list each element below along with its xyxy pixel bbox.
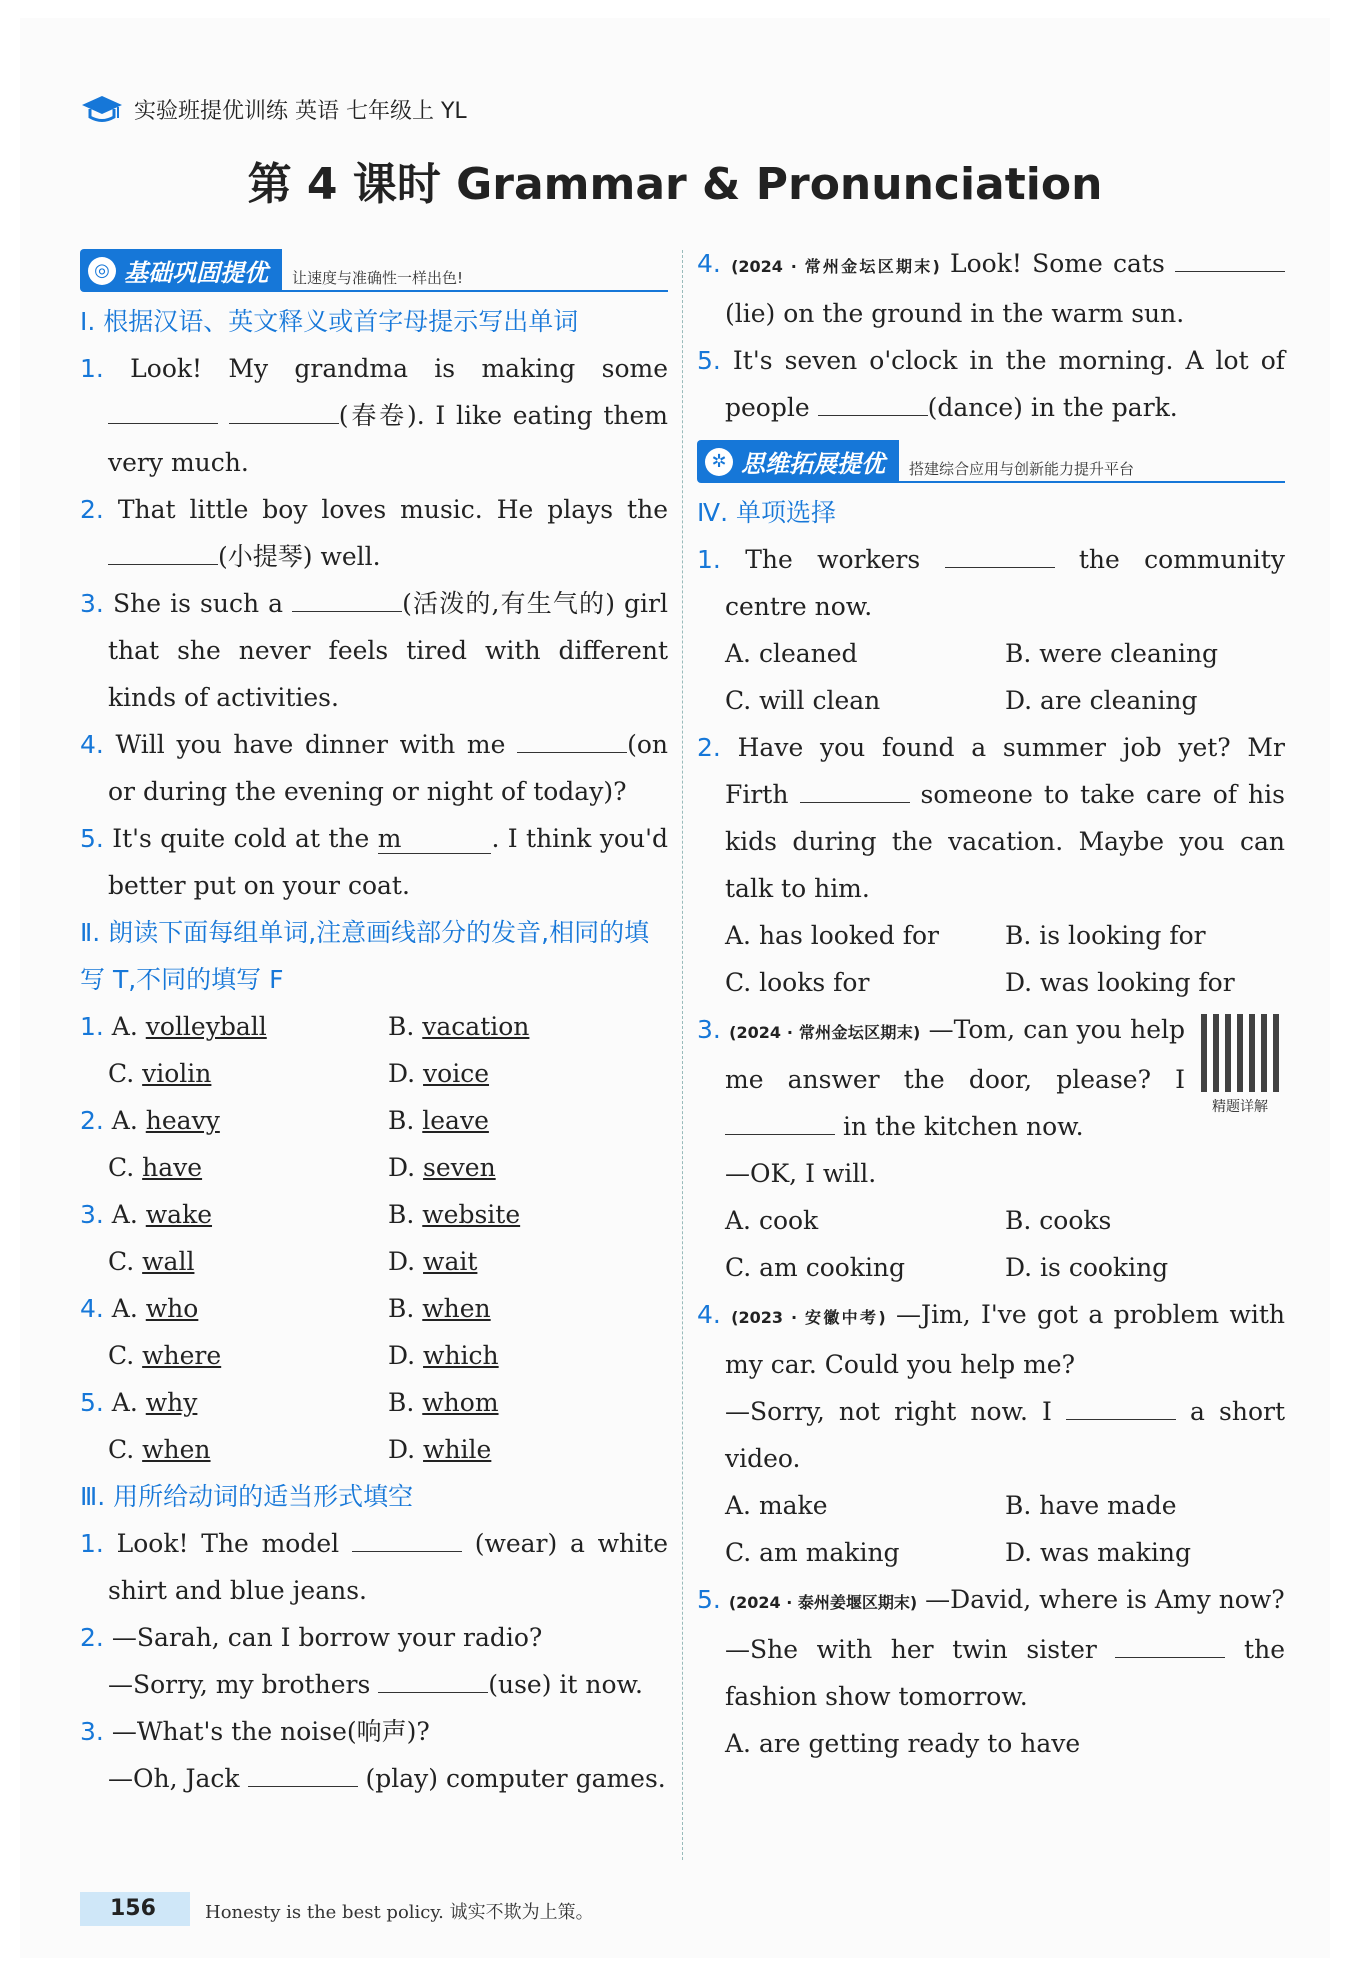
mc-question-5: 5. (2024 · 泰州姜堰区期末) —David, where is Amy now? —She with her twin sister the fashion show tomorrow. A. are getting ready to have [697,1576,1285,1767]
section-2-title: Ⅱ. 朗读下面每组单词,注意画线部分的发音,相同的填写 T,不同的填写 F [80,918,650,994]
section-3-title: Ⅲ. 用所给动词的适当形式填空 [80,1482,414,1511]
section-4-title: Ⅳ. 单项选择 [697,498,836,527]
page-title: 第 4 课时 Grammar & Pronunciation [247,159,1103,210]
option-c[interactable]: C. am making [725,1538,900,1567]
qr-code-box[interactable] [1195,1014,1285,1116]
qr-label: 精题详解 [1212,1099,1268,1115]
footer [20,1890,1330,1940]
option-d[interactable]: D. was making [1005,1538,1191,1567]
option-a[interactable]: A. are getting ready to have [725,1729,1081,1758]
left-column [80,240,668,1802]
answer-blank[interactable] [818,395,928,416]
s3-question-1: 1. Look! The model (wear) a white shirt and blue jeans. [80,1529,668,1605]
option-d[interactable]: D. was looking for [1005,968,1235,997]
answer-blank[interactable] [1066,1399,1176,1420]
answer-blank[interactable]: m [378,824,492,854]
right-column [697,240,1285,1767]
footer-motto: Honesty is the best policy. 诚实不欺为上策。 [205,1902,594,1923]
option-c[interactable]: C. looks for [725,968,870,997]
section-1-title: Ⅰ. 根据汉语、英文释义或首字母提示写出单词 [80,307,579,336]
extension-banner [697,441,1285,483]
answer-blank[interactable] [248,1766,358,1787]
mc-question-4: 4. (2023 · 安徽中考) —Jim, I've got a problem with my car. Could you help me? —Sorry, not right now. I a short video. A. make B. have made C. am making D. was making [697,1291,1285,1576]
answer-blank[interactable] [725,1114,835,1135]
answer-blank[interactable] [1115,1637,1225,1658]
answer-blank[interactable] [292,591,402,612]
option-b[interactable]: B. have made [1005,1491,1177,1520]
basic-banner-subtitle: 让速度与准确性一样出色! [282,267,668,292]
source-tag: (2023 · 安徽中考) [731,1308,886,1327]
s3-question-2: 2. —Sarah, can I borrow your radio? —Sorry, my brothers (use) it now. [80,1623,643,1699]
pronunciation-group-1: 1. A. volleyball B. vacation C. violin D. voice [80,1012,530,1088]
s3-question-5: 5. It's seven o'clock in the morning. A lot of people (dance) in the park. [697,346,1285,422]
s3-question-3: 3. —What's the noise(响声)? —Oh, Jack (play) computer games. [80,1717,666,1793]
column-divider [682,250,683,1860]
basic-banner-title: ◎ 基础巩固提优 [80,249,282,292]
s1-question-5: 5. It's quite cold at the m . I think you'd better put on your coat. [80,824,668,900]
basic-banner [80,250,668,292]
option-d[interactable]: D. is cooking [1005,1253,1169,1282]
option-b[interactable]: B. cooks [1005,1206,1112,1235]
option-a[interactable]: A. cook [725,1206,819,1235]
answer-blank[interactable] [108,544,218,565]
option-b[interactable]: B. is looking for [1005,921,1206,950]
option-d[interactable]: D. are cleaning [1005,686,1198,715]
series-header [80,92,467,126]
answer-blank[interactable] [945,547,1055,568]
source-tag: (2024 · 常州金坛区期末) [731,257,940,276]
answer-blank[interactable] [229,403,339,424]
atom-icon: ✲ [705,448,733,476]
answer-blank[interactable] [1175,251,1285,272]
pronunciation-group-3: 3. A. wake B. website C. wall D. wait [80,1200,521,1276]
pronunciation-group-2: 2. A. heavy B. leave C. have D. seven [80,1106,496,1182]
answer-blank[interactable] [352,1531,462,1552]
series-title: 实验班提优训练 英语 七年级上 YL [134,98,467,124]
answer-blank[interactable] [108,403,218,424]
page-number: 156 [80,1892,190,1926]
s1-question-2: 2. That little boy loves music. He plays the (小提琴) well. [80,495,668,571]
pronunciation-group-5: 5. A. why B. whom C. when D. while [80,1388,499,1464]
target-icon: ◎ [88,257,116,285]
answer-blank[interactable] [517,732,627,753]
pronunciation-group-4: 4. A. who B. when C. where D. which [80,1294,499,1370]
option-a[interactable]: A. has looked for [725,921,939,950]
mc-question-2: 2. Have you found a summer job yet? Mr Firth someone to take care of his kids during the vacation. Maybe you can talk to him. A. has looked for B. is looking for C. looks for D. was looking for [697,724,1285,1006]
s1-question-3: 3. She is such a (活泼的,有生气的) girl that she never feels tired with different kinds of activities. [80,589,668,712]
mc-question-1: 1. The workers the community centre now. A. cleaned B. were cleaning C. will clean D. are cleaning [697,536,1285,724]
mc-question-3: 精题详解 3. (2024 · 常州金坛区期末) —Tom, can you help me answer the door, please? I in the kitchen now. —OK, I will. A. cook B. cooks C. am cooking D. is cooking [697,1006,1285,1291]
source-tag: (2024 · 常州金坛区期末) [729,1023,921,1042]
answer-blank[interactable] [378,1672,488,1693]
s1-question-1: 1. Look! My grandma is making some (春卷). I like eating them very much. [80,354,668,477]
answer-blank[interactable] [800,782,910,803]
extension-banner-title: ✲ 思维拓展提优 [697,440,899,483]
graduation-cap-icon [80,92,124,126]
option-b[interactable]: B. were cleaning [1005,639,1219,668]
option-a[interactable]: A. cleaned [725,639,858,668]
option-c[interactable]: C. will clean [725,686,881,715]
extension-banner-subtitle: 搭建综合应用与创新能力提升平台 [899,458,1285,483]
s1-question-4: 4. Will you have dinner with me (on or during the evening or night of today)? [80,730,668,806]
option-a[interactable]: A. make [725,1491,828,1520]
source-tag: (2024 · 泰州姜堰区期末) [728,1593,918,1612]
qr-code-icon[interactable] [1201,1014,1279,1092]
option-c[interactable]: C. am cooking [725,1253,906,1282]
s3-question-4: 4. (2024 · 常州金坛区期末) Look! Some cats (lie) on the ground in the warm sun. [697,240,1285,337]
